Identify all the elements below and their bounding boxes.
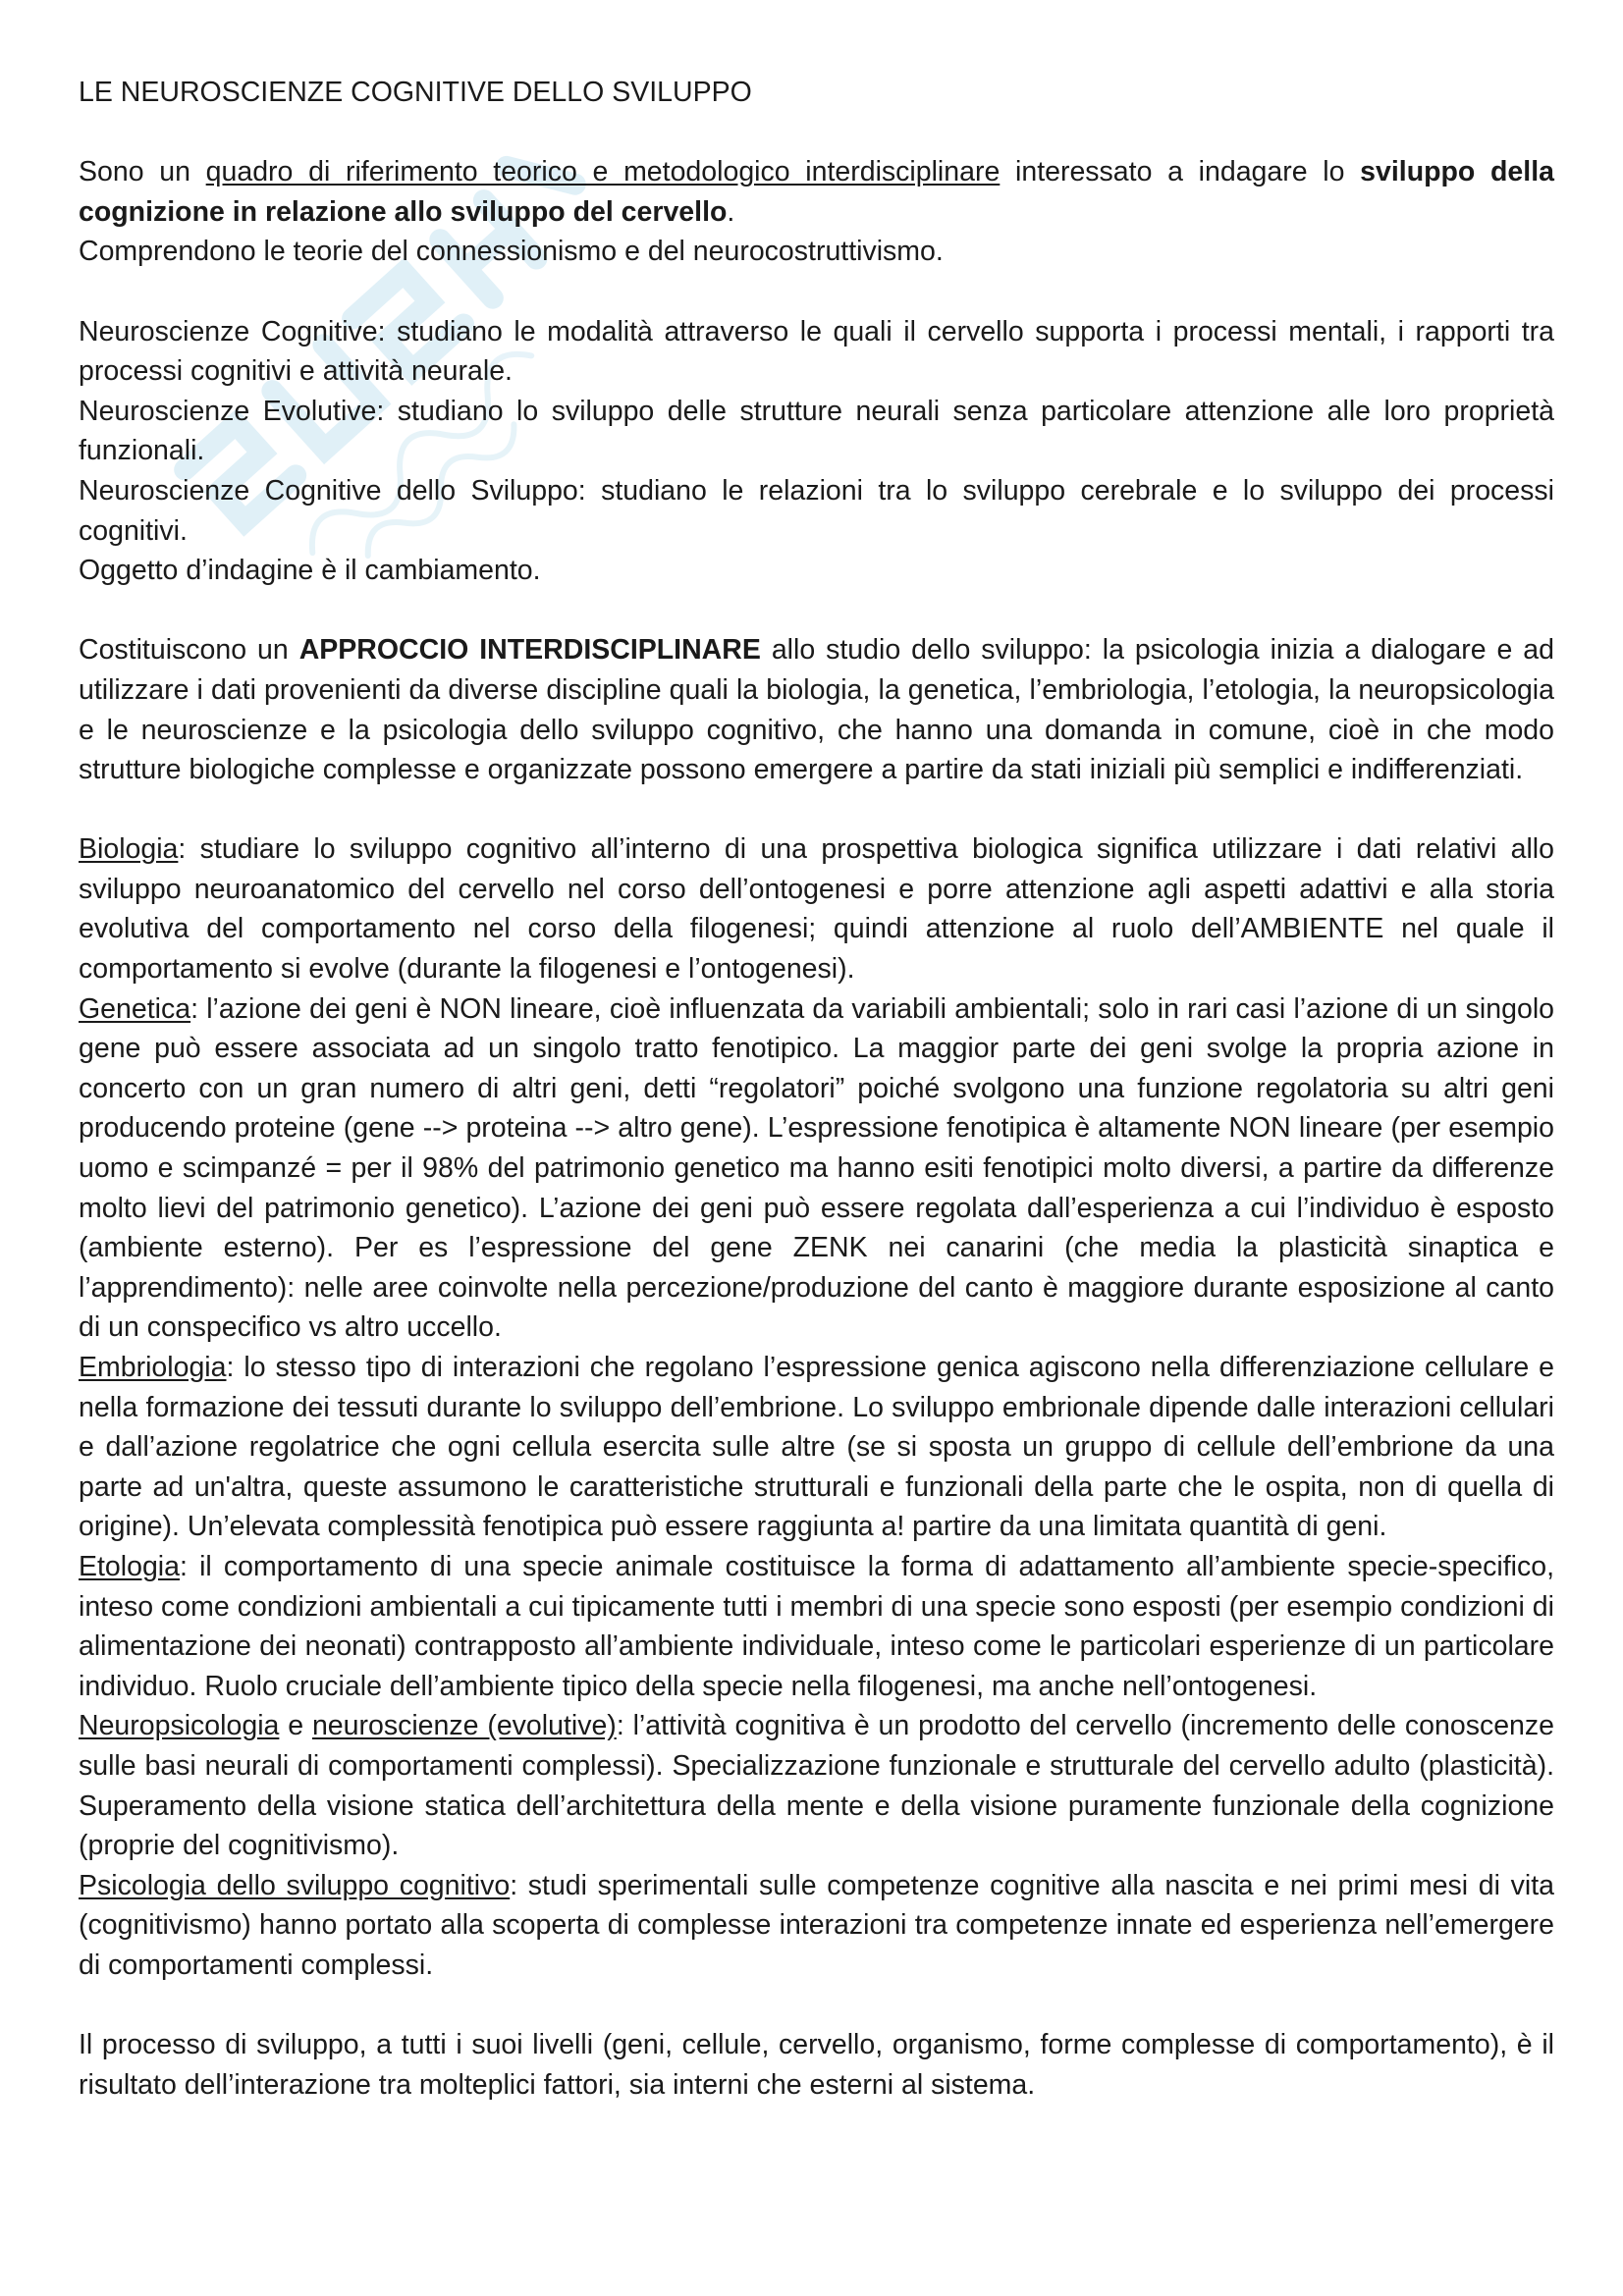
text-neuro: : l’attività cognitiva è un prodotto del cervello (incremento delle conoscenze sulle basi neurali di comportamenti complessi). Specializzazione funzionale e strutturale del cervello adulto (plasticità). Superamento della visione statica dell’architettura della mente e della visione puramente funzionale della cognizione (proprie del cognitivismo). (79, 1710, 1554, 1862)
term-biologia: Biologia (79, 833, 179, 866)
definition-evolutive: Neuroscienze Evolutive: studiano lo sviluppo delle strutture neurali senza particolare attenzione alle loro proprietà funzionali. (79, 395, 1554, 467)
term-neuropsicologia: Neuropsicologia (79, 1710, 280, 1742)
conclusion-paragraph: Il processo di sviluppo, a tutti i suoi livelli (geni, cellule, cervello, organismo, forme complesse di comportamento), è il risultato dell’interazione tra molteplici fattori, sia interni che esterni al sistema. (79, 2029, 1554, 2101)
definition-object: Oggetto d’indagine è il cambiamento. (79, 555, 541, 587)
approach-text-a: Costituiscono un (79, 634, 299, 667)
term-neuroscienze: neuroscienze (evolutive) (311, 1710, 617, 1742)
document-page (79, 0, 1554, 2105)
intro-text-c: . (727, 195, 735, 228)
term-embriologia: Embriologia (79, 1352, 227, 1383)
term-joiner: e (279, 1710, 312, 1742)
definition-developmental: Neuroscienze Cognitive dello Sviluppo: studiano le relazioni tra lo sviluppo cerebrale e lo sviluppo dei processi cognitivi. (79, 474, 1554, 547)
term-psicologia: Psicologia dello sviluppo cognitivo (79, 1869, 511, 1901)
intro-theories: Comprendono le teorie del connessionismo e del neurocostruttivismo. (79, 236, 944, 268)
discipline-embriologia (79, 1348, 1554, 1547)
intro-text-b: interessato a indagare lo (1000, 156, 1361, 188)
text-genetica: : l’azione dei geni è NON lineare, cioè influenzata da variabili ambientali; solo in rari casi l’azione di un singolo gene può essere associata ad un singolo tratto fenotipico. La maggior parte dei geni svolge la propria azione in concerto con un gran numero di altri geni, detti “regolatori” poiché svolgono una funzione regolatoria su altri geni producendo proteine (gene --> proteina --> altro gene). L’espressione fenotipica è altamente NON lineare (per esempio uomo e scimpanzé = per il 98% del patrimonio genetico ma hanno esiti fenotipici molto diversi, a partire da differenze molto lievi del patrimonio genetico). L’azione dei geni può essere regolata dall’esperienza a cui l’individuo è esposto (ambiente esterno). Per es l’espressione del gene ZENK nei canarini (che media la plasticità sinaptica e l’apprendimento): nelle aree coinvolte nella percezione/produzione del canto è maggiore durante esposizione al canto di un conspecifico vs altro uccello. (79, 992, 1554, 1344)
definition-cognitive: Neuroscienze Cognitive: studiano le modalità attraverso le quali il cervello supporta i processi mentali, i rapporti tra processi cognitivi e attività neurale. (79, 315, 1554, 388)
term-genetica: Genetica (79, 992, 191, 1025)
term-etologia: Etologia (79, 1550, 180, 1582)
discipline-genetica (79, 989, 1554, 1348)
discipline-psicologia (79, 1866, 1554, 1986)
text-psicologia: : studi sperimentali sulle competenze cognitive alla nascita e nei primi mesi di vita (cognitivismo) hanno portato alla scoperta di complesse interazioni tra competenze innate ed esperienza nell’emergere di comportamenti complessi. (79, 1869, 1554, 1981)
text-etologia: : il comportamento di una specie animale costituisce la forma di adattamento all’ambiente specie-specifico, inteso come condizioni ambientali a cui tipicamente tutti i membri di una specie sono esposti (per esempio condizioni di alimentazione dei neonati) contrapposto all’ambiente individuale, inteso come le particolari esperienze di un particolare individuo. Ruolo cruciale dell’ambiente tipico della specie nella filogenesi, ma anche nell’ontogenesi. (79, 1550, 1554, 1702)
intro-text-a: Sono un (79, 156, 206, 188)
document-title: LE NEUROSCIENZE COGNITIVE DELLO SVILUPPO (79, 77, 752, 108)
discipline-etologia (79, 1547, 1554, 1706)
intro-paragraph (79, 152, 1554, 232)
intro-underlined-phrase: quadro di riferimento teorico e metodologico interdisciplinare (205, 156, 1001, 188)
approach-bold: APPROCCIO INTERDISCIPLINARE (298, 634, 761, 667)
approach-paragraph (79, 630, 1554, 789)
text-biologia: : studiare lo sviluppo cognitivo all’interno di una prospettiva biologica significa utilizzare i dati relativi allo sviluppo neuroanatomico del cervello nel corso dell’ontogenesi e porre attenzione agli aspetti adattivi e alla storia evolutiva del comportamento nel corso della filogenesi; quindi attenzione al ruolo dell’AMBIENTE nel quale il comportamento si evolve (durante la filogenesi e l’ontogenesi). (79, 833, 1554, 986)
discipline-biologia (79, 829, 1554, 988)
approach-text-b: allo studio dello sviluppo: la psicologia inizia a dialogare e ad utilizzare i dati provenienti da diverse discipline quali la biologia, la genetica, l’embriologia, l’etologia, la neuropsicologia e le neuroscienze e la psicologia dello sviluppo cognitivo, che hanno una domanda in comune, cioè in che modo strutture biologiche complesse e organizzate possono emergere a partire da stati iniziali più semplici e indifferenziati. (79, 634, 1554, 786)
text-embriologia: : lo stesso tipo di interazioni che regolano l’espressione genica agiscono nella differenziazione cellulare e nella formazione dei tessuti durante lo sviluppo dell’embrione. Lo sviluppo embrionale dipende dalle interazioni cellulari e dall’azione regolatrice che ogni cellula esercita sulle altre (se si sposta un gruppo di cellule dell’embrione da una parte ad un'altra, queste assumono le caratteristiche strutturali e funzionali della parte che le ospita, non di quella di origine). Un’elevata complessità fenotipica può essere raggiunta a! partire da una limitata quantità di geni. (79, 1352, 1554, 1543)
intro-bold-phrase: sviluppo della cognizione in relazione allo sviluppo del cervello (79, 156, 1554, 228)
discipline-neuro (79, 1706, 1554, 1865)
